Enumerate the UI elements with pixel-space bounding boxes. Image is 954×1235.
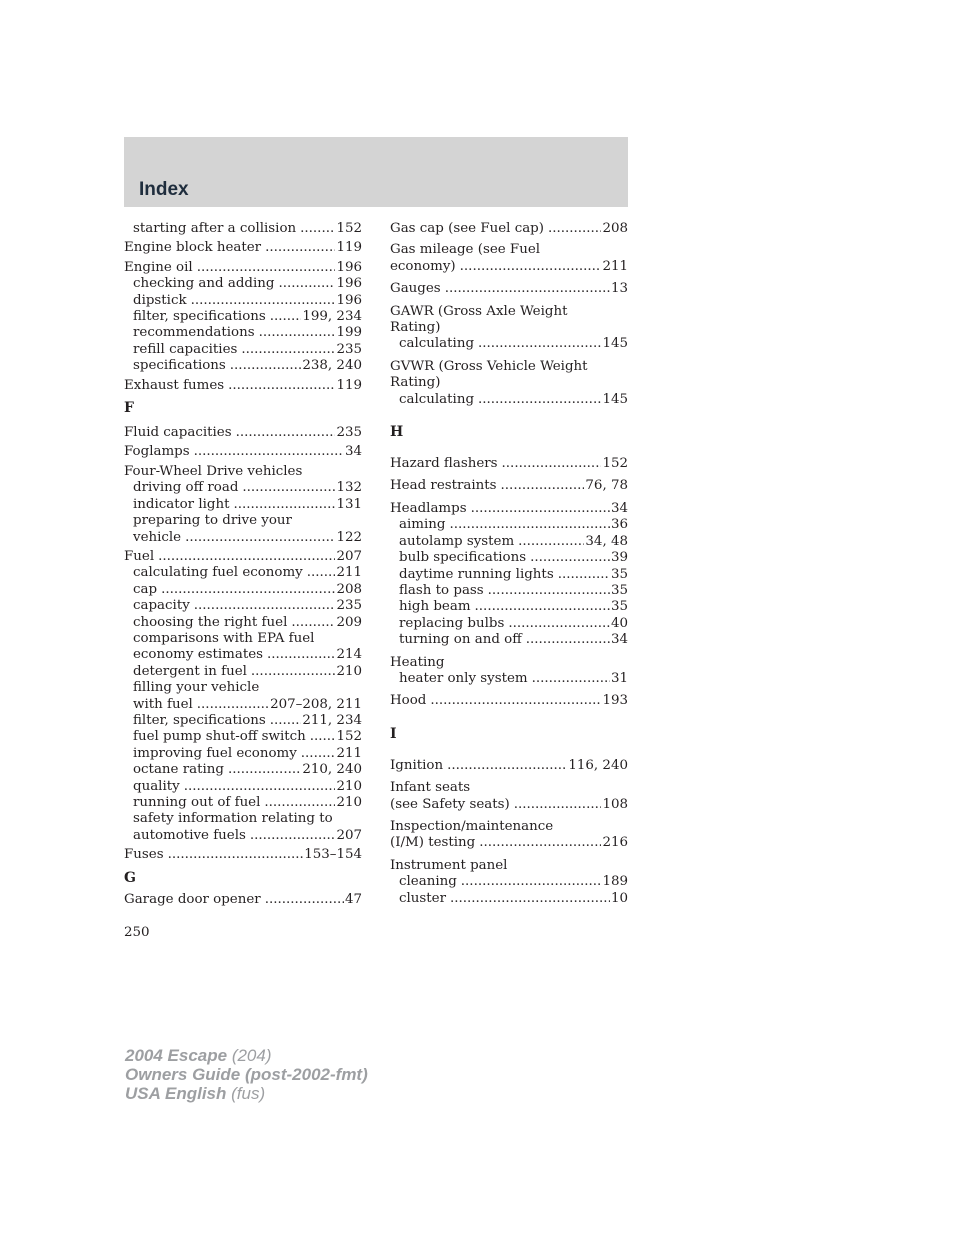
entry-page-ref: 145: [602, 391, 628, 407]
entry-term: Head restraints: [390, 478, 497, 494]
dot-leader: [236, 425, 336, 441]
index-entry-line: [124, 549, 362, 565]
index-subentry-line: [390, 671, 628, 687]
index-entry-line: [390, 780, 628, 796]
entry-page-ref: 116, 240: [568, 757, 628, 773]
dot-leader: [310, 729, 336, 745]
entry-term: turning on and off: [399, 632, 522, 648]
index-entry-line: [390, 456, 628, 472]
entry-term: safety information relating to: [133, 811, 333, 827]
index-subentry-line: [124, 582, 362, 598]
dot-leader: [259, 325, 336, 341]
dot-leader: [161, 582, 335, 598]
index-subentry-line: [124, 309, 362, 325]
index-entry: [124, 892, 362, 908]
index-subentry-line: [124, 828, 362, 844]
entry-term: Hood: [390, 693, 427, 709]
entry-term: checking and adding: [133, 276, 275, 292]
entry-term: Heating: [390, 654, 445, 670]
index-subentry-line: [124, 513, 362, 529]
index-entry-line: [124, 260, 362, 276]
entry-term: Fuses: [124, 847, 164, 863]
dot-leader: [194, 598, 336, 614]
dot-leader: [264, 795, 335, 811]
index-subentry-line: [124, 729, 362, 745]
index-entry-line: [390, 304, 628, 320]
entry-page-ref: 76, 78: [585, 478, 628, 494]
index-entry: [390, 758, 628, 774]
index-entry-line: [124, 464, 362, 480]
entry-page-ref: 199, 234: [302, 309, 362, 325]
entry-term: economy estimates: [133, 647, 264, 663]
entry-term: running out of fuel: [133, 795, 261, 810]
dot-leader: [197, 260, 336, 276]
index-entry: [124, 378, 362, 394]
entry-page-ref: 199: [336, 325, 362, 341]
footer-line-2: [125, 1065, 368, 1084]
dot-leader: [270, 309, 302, 325]
index-subentry-line: [124, 811, 362, 827]
document-footer: [125, 1046, 368, 1103]
entry-page-ref: 152: [602, 456, 628, 472]
dot-leader: [242, 480, 335, 496]
dot-leader: [461, 874, 602, 890]
entry-page-ref: 152: [336, 221, 362, 236]
index-entry-line: [390, 797, 628, 813]
entry-page-ref: 211: [336, 565, 362, 581]
index-subentry-line: [124, 342, 362, 358]
entry-page-ref: 13: [610, 281, 628, 297]
entry-page-ref: 47: [344, 891, 362, 907]
page-title: Index: [139, 179, 189, 200]
entry-page-ref: 35: [610, 599, 628, 615]
footer-model-code: (204): [227, 1046, 272, 1065]
entry-page-ref: 36: [610, 517, 628, 533]
index-section-letter: G: [124, 869, 136, 886]
index-subentry-line: [124, 293, 362, 309]
entry-page-ref: 207–208, 211: [270, 696, 362, 712]
entry-term: Instrument panel: [390, 857, 508, 873]
entry-term: starting after a collision: [133, 221, 297, 236]
dot-leader: [250, 828, 336, 844]
footer-line-3: [125, 1084, 368, 1103]
dot-leader: [526, 632, 610, 648]
footer-guide: Owners Guide (post-2002-fmt): [125, 1065, 368, 1084]
index-entry-line: [390, 501, 628, 517]
dot-leader: [197, 697, 269, 713]
dot-leader: [479, 835, 601, 851]
entry-term: Four-Wheel Drive vehicles: [124, 463, 303, 479]
index-subentry-line: [124, 221, 362, 237]
index-entry: [124, 444, 362, 460]
entry-page-ref: 119: [336, 240, 362, 256]
dot-leader: [447, 758, 567, 774]
entry-term: driving off road: [133, 480, 239, 496]
entry-page-ref: 235: [336, 425, 362, 441]
index-column-right: [390, 221, 628, 907]
index-entry: [390, 456, 628, 472]
entry-page-ref: 40: [610, 615, 628, 631]
index-entry: [390, 242, 628, 275]
index-subentry-line: [124, 647, 362, 663]
index-entry-line: [390, 242, 628, 258]
dot-leader: [502, 456, 602, 472]
dot-leader: [514, 797, 602, 813]
index-subentry-line: [124, 680, 362, 696]
dot-leader: [241, 342, 335, 358]
index-entry: [124, 847, 362, 863]
dot-leader: [267, 647, 335, 663]
entry-term: calculating fuel economy: [133, 565, 303, 581]
index-subentry-line: [390, 632, 628, 648]
index-subentry-line: [124, 713, 362, 729]
footer-language: USA English: [125, 1084, 227, 1103]
index-subentry-line: [124, 530, 362, 546]
entry-page-ref: 119: [336, 377, 362, 393]
index-entry: [124, 221, 362, 237]
dot-leader: [449, 517, 610, 533]
index-entry: [390, 655, 628, 688]
entry-page-ref: 35: [610, 582, 628, 598]
index-subentry-line: [390, 583, 628, 599]
index-entry-line: [124, 847, 362, 863]
entry-page-ref: 235: [336, 598, 362, 614]
dot-leader: [488, 583, 610, 599]
entry-page-ref: 152: [336, 729, 362, 745]
entry-term: high beam: [399, 599, 471, 615]
entry-term: bulb specifications: [399, 550, 527, 566]
entry-page-ref: 31: [610, 670, 628, 686]
entry-page-ref: 35: [610, 566, 628, 582]
entry-page-ref: 238, 240: [302, 358, 362, 374]
entry-page-ref: 34: [610, 632, 628, 648]
dot-leader: [478, 336, 601, 352]
index-subentry-line: [390, 534, 628, 550]
entry-term: Fuel: [124, 548, 155, 564]
entry-term: aiming: [399, 517, 446, 533]
index-subentry-line: [390, 336, 628, 352]
index-subentry-line: [124, 631, 362, 647]
entry-term: Ignition: [390, 757, 444, 773]
dot-leader: [430, 693, 601, 709]
index-subentry-line: [124, 358, 362, 374]
index-subentry-line: [124, 697, 362, 713]
entry-term: specifications: [133, 358, 226, 374]
index-entry-line: [390, 758, 628, 774]
index-subentry-line: [390, 517, 628, 533]
index-entry-line: [124, 892, 362, 908]
entry-term: Rating): [390, 375, 441, 391]
index-subentry-line: [390, 874, 628, 890]
dot-leader: [518, 534, 584, 550]
entry-page-ref: 145: [602, 336, 628, 352]
index-entry-line: [124, 378, 362, 394]
dot-leader: [265, 892, 344, 908]
entry-page-ref: 210, 240: [302, 762, 362, 778]
entry-term: automotive fuels: [133, 827, 246, 843]
entry-page-ref: 207: [336, 548, 362, 564]
dot-leader: [530, 550, 610, 566]
index-subentry-line: [124, 664, 362, 680]
entry-term: cluster: [399, 890, 446, 906]
entry-term: recommendations: [133, 325, 255, 341]
entry-page-ref: 122: [336, 529, 362, 545]
entry-page-ref: 10: [610, 890, 628, 906]
index-subentry-line: [124, 795, 362, 811]
entry-term: with fuel: [133, 696, 193, 712]
index-entry-line: [390, 359, 628, 375]
index-section-letter: H: [390, 424, 404, 441]
entry-term: dipstick: [133, 292, 187, 308]
index-column-left: [124, 221, 362, 908]
dot-leader: [230, 358, 302, 374]
entry-page-ref: 210: [336, 778, 362, 794]
index-subentry-line: [390, 567, 628, 583]
dot-leader: [300, 221, 335, 237]
entry-term: Inspection/maintenance: [390, 818, 554, 834]
entry-term: fuel pump shut-off switch: [133, 729, 306, 745]
entry-term: (see Safety seats): [390, 796, 510, 812]
entry-term: capacity: [133, 598, 190, 614]
index-entry: [390, 501, 628, 649]
dot-leader: [228, 378, 335, 394]
entry-term: quality: [133, 778, 180, 794]
page-number: 250: [124, 925, 150, 940]
entry-term: Hazard flashers: [390, 456, 498, 472]
entry-term: Exhaust fumes: [124, 377, 225, 393]
dot-leader: [307, 565, 336, 581]
dot-leader: [191, 293, 336, 309]
entry-term: cap: [133, 581, 158, 597]
dot-leader: [228, 762, 301, 778]
entry-page-ref: 208: [602, 221, 628, 236]
dot-leader: [265, 240, 335, 256]
entry-page-ref: 196: [336, 259, 362, 275]
index-subentry-line: [390, 891, 628, 907]
dot-leader: [301, 746, 336, 762]
index-entry-line: [390, 281, 628, 297]
index-entry: [390, 693, 628, 709]
entry-page-ref: 210: [336, 663, 362, 679]
dot-leader: [184, 779, 336, 795]
entry-page-ref: 34: [344, 444, 362, 460]
index-entry-line: [390, 375, 628, 391]
dot-leader: [558, 567, 610, 583]
index-entry-line: [124, 240, 362, 256]
entry-term: vehicle: [133, 529, 182, 545]
dot-leader: [445, 281, 610, 297]
dot-leader: [508, 616, 610, 632]
dot-leader: [185, 530, 335, 546]
entry-page-ref: 216: [602, 835, 628, 851]
index-entry: [390, 304, 628, 353]
entry-page-ref: 208: [336, 581, 362, 597]
entry-term: filter, specifications: [133, 712, 266, 728]
entry-term: autolamp system: [399, 533, 515, 549]
entry-term: preparing to drive your: [133, 513, 292, 529]
index-section-letter: I: [390, 725, 397, 742]
entry-page-ref: 39: [610, 550, 628, 566]
entry-page-ref: 131: [336, 496, 362, 512]
index-subentry-line: [124, 746, 362, 762]
entry-term: refill capacities: [133, 341, 238, 357]
index-subentry-line: [390, 392, 628, 408]
entry-term: Headlamps: [390, 500, 467, 516]
entry-term: Gas cap (see Fuel cap): [390, 221, 544, 236]
entry-page-ref: 153–154: [304, 847, 362, 863]
index-section-letter: F: [124, 400, 134, 417]
index-subentry-line: [390, 616, 628, 632]
index-entry: [390, 221, 628, 237]
entry-term: heater only system: [399, 670, 528, 686]
index-entry: [390, 359, 628, 408]
entry-term: filling your vehicle: [133, 680, 260, 696]
entry-term: calculating: [399, 336, 475, 352]
dot-leader: [450, 891, 610, 907]
entry-term: Infant seats: [390, 780, 471, 796]
index-entry: [390, 478, 628, 494]
index-entry-line: [390, 835, 628, 851]
index-entry-line: [390, 819, 628, 835]
index-entry: [390, 281, 628, 297]
entry-page-ref: 196: [336, 292, 362, 308]
entry-term: GVWR (Gross Vehicle Weight: [390, 358, 588, 374]
dot-leader: [501, 478, 585, 494]
entry-term: economy): [390, 258, 456, 274]
index-subentry-line: [124, 779, 362, 795]
index-entry-line: [390, 221, 628, 237]
dot-leader: [532, 671, 610, 687]
dot-leader: [234, 497, 336, 513]
index-subentry-line: [124, 598, 362, 614]
dot-leader: [478, 392, 601, 408]
entry-term: Foglamps: [124, 444, 190, 460]
index-entry-line: [390, 693, 628, 709]
entry-term: indicator light: [133, 496, 230, 512]
index-entry-line: [390, 858, 628, 874]
entry-term: Rating): [390, 320, 441, 336]
index-subentry-line: [124, 325, 362, 341]
index-entry-line: [390, 259, 628, 275]
index-entry: [124, 260, 362, 375]
entry-term: Engine oil: [124, 259, 193, 275]
index-entry: [124, 425, 362, 441]
entry-page-ref: 108: [602, 796, 628, 812]
index-subentry-line: [390, 550, 628, 566]
entry-page-ref: 132: [336, 480, 362, 496]
entry-term: cleaning: [399, 874, 457, 890]
index-entry: [124, 464, 362, 546]
footer-line-1: [125, 1046, 368, 1065]
entry-term: Garage door opener: [124, 891, 261, 907]
index-subentry-line: [124, 276, 362, 292]
entry-term: choosing the right fuel: [133, 614, 288, 630]
dot-leader: [158, 549, 335, 565]
dot-leader: [194, 444, 344, 460]
index-entry-line: [390, 320, 628, 336]
dot-leader: [168, 847, 304, 863]
entry-page-ref: 235: [336, 341, 362, 357]
dot-leader: [291, 615, 335, 631]
dot-leader: [251, 664, 336, 680]
index-subentry-line: [124, 615, 362, 631]
entry-page-ref: 193: [602, 693, 628, 709]
entry-term: GAWR (Gross Axle Weight: [390, 303, 568, 319]
index-entry-line: [390, 478, 628, 494]
entry-term: (I/M) testing: [390, 835, 476, 851]
dot-leader: [278, 276, 335, 292]
entry-page-ref: 34: [610, 500, 628, 516]
entry-term: flash to pass: [399, 582, 484, 598]
index-entry-line: [124, 425, 362, 441]
entry-term: Gas mileage (see Fuel: [390, 242, 541, 258]
index-subentry-line: [390, 599, 628, 615]
dot-leader: [460, 259, 602, 275]
index-header-bar: [124, 137, 628, 207]
entry-term: octane rating: [133, 762, 224, 778]
entry-term: calculating: [399, 391, 475, 407]
index-entry-line: [390, 655, 628, 671]
entry-term: replacing bulbs: [399, 615, 505, 631]
entry-term: detergent in fuel: [133, 663, 247, 679]
index-subentry-line: [124, 480, 362, 496]
index-entry: [124, 240, 362, 256]
entry-term: Engine block heater: [124, 240, 262, 256]
index-entry: [124, 549, 362, 844]
entry-page-ref: 207: [336, 827, 362, 843]
entry-term: comparisons with EPA fuel: [133, 630, 315, 646]
entry-term: improving fuel economy: [133, 745, 297, 761]
entry-page-ref: 211: [336, 745, 362, 761]
entry-term: daytime running lights: [399, 566, 554, 582]
footer-model: 2004 Escape: [125, 1046, 228, 1065]
footer-language-code: (fus): [226, 1084, 266, 1103]
entry-term: filter, specifications: [133, 309, 266, 325]
index-entry: [390, 780, 628, 813]
index-subentry-line: [124, 497, 362, 513]
entry-term: Gauges: [390, 281, 441, 297]
entry-page-ref: 196: [336, 276, 362, 292]
dot-leader: [471, 501, 610, 517]
entry-term: Fluid capacities: [124, 425, 232, 441]
dot-leader: [475, 599, 610, 615]
entry-page-ref: 34, 48: [585, 533, 628, 549]
dot-leader: [270, 713, 302, 729]
dot-leader: [548, 221, 601, 237]
entry-page-ref: 209: [336, 614, 362, 630]
index-subentry-line: [124, 565, 362, 581]
index-subentry-line: [124, 762, 362, 778]
index-entry-line: [124, 444, 362, 460]
index-entry: [390, 858, 628, 907]
entry-page-ref: 189: [602, 874, 628, 890]
entry-page-ref: 211, 234: [302, 712, 362, 728]
index-entry: [390, 819, 628, 852]
entry-page-ref: 210: [336, 795, 362, 810]
entry-page-ref: 211: [602, 258, 628, 274]
entry-page-ref: 214: [336, 647, 362, 663]
